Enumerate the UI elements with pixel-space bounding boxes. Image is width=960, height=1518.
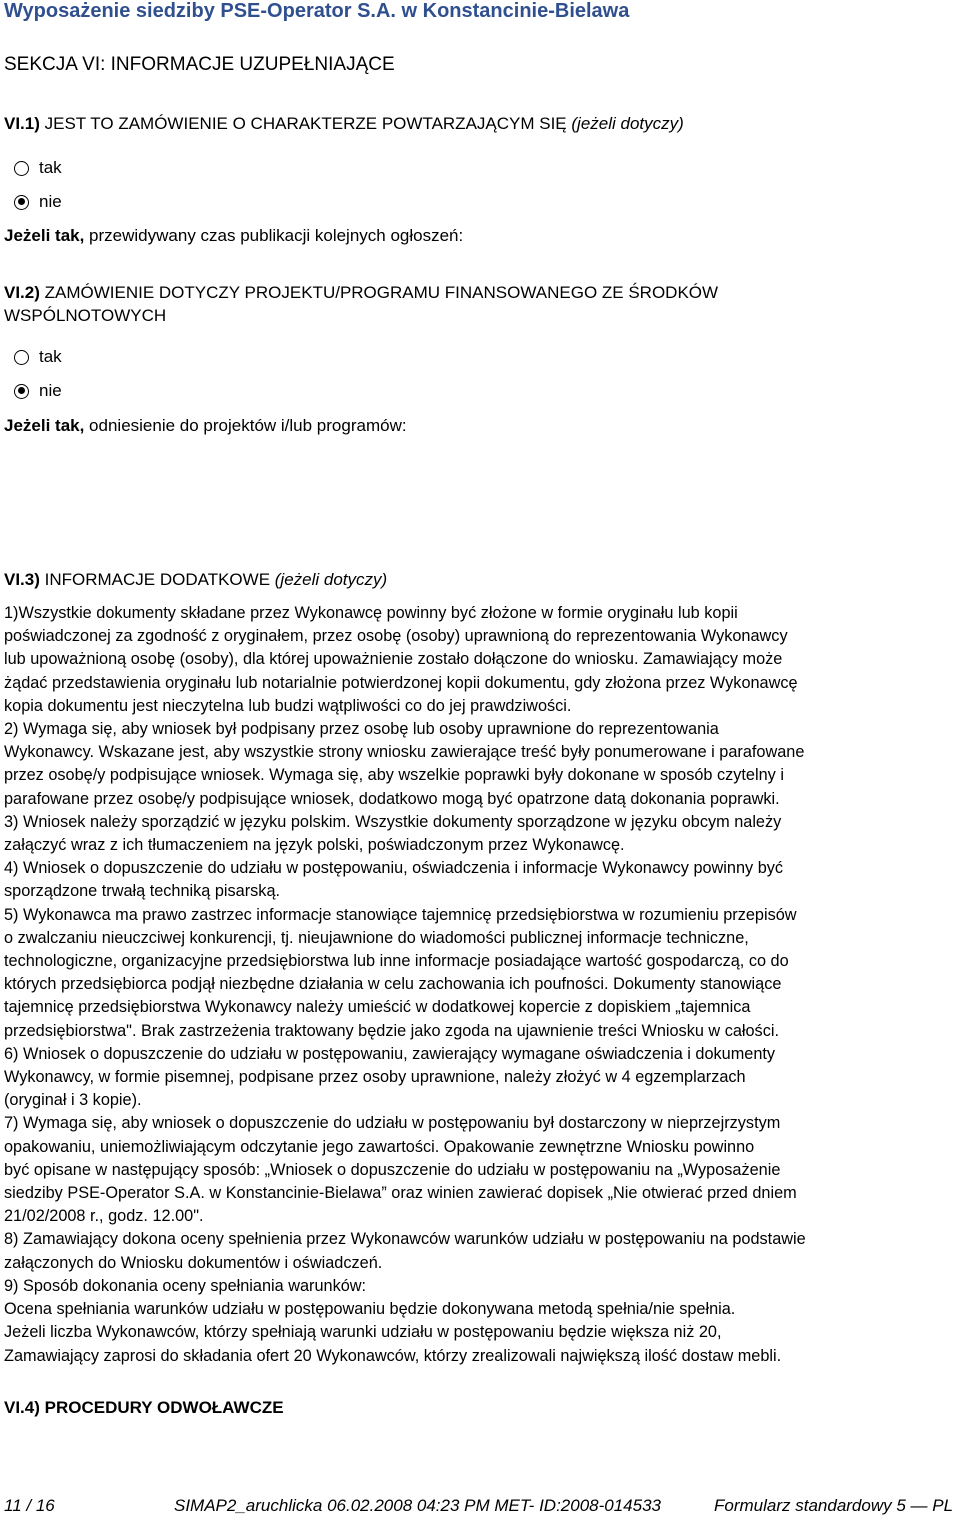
vi1-number: VI.1) (4, 114, 40, 133)
vi3-body-line: poświadczonej za zgodność z oryginałem, przez osobę (osoby) uprawnioną do reprezentowania Wykonawcy (4, 627, 788, 646)
vi3-body-line: siedziby PSE-Operator S.A. w Konstancinie-Bielawa” oraz winien zawierać dopisek „Nie otwierać przed dniem (4, 1184, 797, 1203)
vi2-heading-line2: WSPÓLNOTOWYCH (4, 306, 167, 325)
vi2-if-yes (4, 416, 407, 436)
vi3-body-line: żądać przedstawienia oryginału lub notarialnie potwierdzonej kopii dokumentu, gdy złożona przez Wykonawcę (4, 673, 798, 692)
vi1-text: JEST TO ZAMÓWIENIE O CHARAKTERZE POWTARZAJĄCYM SIĘ (39, 114, 572, 133)
vi1-option-yes-label: tak (39, 158, 62, 177)
radio-unselected-icon[interactable] (14, 350, 29, 365)
vi3-body-line: technologiczne, organizacyjne przedsiębiorstwa lub inne informacje posiadające wartość gospodarczą, co do (4, 952, 789, 971)
vi2-option-yes[interactable] (14, 347, 62, 367)
radio-selected-icon[interactable] (14, 195, 29, 210)
vi3-body-line: 21/02/2008 r., godz. 12.00". (4, 1207, 204, 1226)
section-title: SEKCJA VI: INFORMACJE UZUPEŁNIAJĄCE (4, 54, 395, 75)
footer-page-number: 11 / 16 (4, 1496, 55, 1515)
footer-form-name: Formularz standardowy 5 — PL (714, 1496, 954, 1515)
vi2-option-yes-label: tak (39, 347, 62, 366)
vi3-body-line: 8) Zamawiający dokona oceny spełnienia przez Wykonawców warunków udziału w postępowaniu na podstawie (4, 1230, 806, 1249)
vi4-heading: VI.4) PROCEDURY ODWOŁAWCZE (4, 1398, 284, 1417)
vi1-if-yes-bold: Jeżeli tak, (4, 226, 85, 245)
vi3-number: VI.3) (4, 570, 40, 589)
vi1-option-no-label: nie (39, 192, 62, 211)
radio-unselected-icon[interactable] (14, 161, 29, 176)
vi2-text-line1: ZAMÓWIENIE DOTYCZY PROJEKTU/PROGRAMU FINANSOWANEGO ZE ŚRODKÓW (39, 283, 719, 302)
vi3-body-line: Wykonawcy, w formie pisemnej, podpisane przez osoby uprawnione, należy złożyć w 4 egzemplarzach (4, 1068, 746, 1087)
vi3-body-line: tajemnicę przedsiębiorstwa Wykonawcy należy umieścić w dodatkowej kopercie z dopiskiem „tajemnica (4, 998, 751, 1017)
vi2-heading (4, 281, 718, 305)
vi3-body-line: lub upoważnioną osobę (osoby), dla której upoważnienie zostało dołączone do wniosku. Zamawiający może (4, 650, 783, 669)
vi1-if-yes (4, 226, 463, 246)
vi2-option-no-label: nie (39, 381, 62, 400)
vi3-body-line: załączonych do Wniosku dokumentów i oświadczeń. (4, 1253, 383, 1272)
vi3-heading (4, 568, 387, 592)
document-title: Wyposażenie siedziby PSE-Operator S.A. w Konstancinie-Bielawa (4, 0, 630, 22)
vi2-if-yes-bold: Jeżeli tak, (4, 416, 85, 435)
vi3-body-line: 3) Wniosek należy sporządzić w języku polskim. Wszystkie dokumenty sporządzone w języku obcym należy (4, 812, 782, 831)
vi3-body-line: 6) Wniosek o dopuszczenie do udziału w postępowaniu, zawierający wymagane oświadczenia i dokumenty (4, 1044, 776, 1063)
vi3-body-line: przez osobę/y podpisujące wniosek. Wymaga się, aby wszelkie poprawki były dokonane w sposób czytelny i (4, 766, 784, 785)
vi3-body-line: (oryginał i 3 kopie). (4, 1091, 142, 1110)
vi3-text: INFORMACJE DODATKOWE (39, 570, 275, 589)
vi3-body-line: 4) Wniosek o dopuszczenie do udziału w postępowaniu, oświadczenia i informacje Wykonawcy powinny być (4, 859, 784, 878)
vi2-if-yes-text: odniesienie do projektów i/lub programów: (84, 416, 407, 435)
radio-selected-icon[interactable] (14, 384, 29, 399)
vi3-body-line: których przedsiębiorca podjął niezbędne działania w celu zachowania ich poufności. Dokumenty stanowiące (4, 975, 782, 994)
vi3-body-line: załączyć wraz z ich tłumaczeniem na język polski, poświadczonym przez Wykonawcę. (4, 836, 625, 855)
vi3-body-line: Wykonawcy. Wskazane jest, aby wszystkie strony wniosku zawierające treść były ponumerowane i parafowane (4, 743, 805, 762)
vi1-option-no[interactable] (14, 192, 62, 212)
vi1-heading (4, 112, 684, 136)
vi1-option-yes[interactable] (14, 158, 62, 178)
vi3-body-line: 1)Wszystkie dokumenty składane przez Wykonawcę powinny być złożone w formie oryginału lub kopii (4, 604, 738, 622)
vi3-body-line: 2) Wymaga się, aby wniosek był podpisany przez osobę lub osoby uprawnione do reprezentowania (4, 720, 719, 739)
vi3-body-line: 5) Wykonawca ma prawo zastrzec informacje stanowiące tajemnicę przedsiębiorstwa w rozumieniu przepisów (4, 905, 797, 924)
vi3-body-line: Zamawiający zaprosi do składania ofert 20 Wykonawców, którzy zrealizowali największą ilość dostaw mebli. (4, 1346, 782, 1365)
vi3-body-line: Ocena spełniania warunków udziału w postępowaniu będzie dokonywana metodą spełnia/nie spełnia. (4, 1300, 736, 1319)
vi1-note: (jeżeli dotyczy) (571, 114, 684, 133)
vi3-body-line: opakowaniu, uniemożliwiającym odczytanie jego zawartości. Opakowanie zewnętrzne Wniosku powinno (4, 1137, 755, 1156)
vi2-number: VI.2) (4, 283, 40, 302)
vi3-body-line: o zwalczaniu nieuczciwej konkurencji, tj. nieujawnione do wiadomości publicznej informacje techniczne, (4, 928, 749, 947)
vi3-body-line: kopia dokumentu jest nieczytelna lub budzi wątpliwości co do jej prawdziwości. (4, 696, 572, 715)
vi3-body-line: sporządzone trwałą techniką pisarską. (4, 882, 281, 901)
vi3-body-line: parafowane przez osobę/y podpisujące wniosek, dodatkowo mogą być opatrzone datą dokonania poprawki. (4, 789, 780, 808)
vi3-body-line: 7) Wymaga się, aby wniosek o dopuszczenie do udziału w postępowaniu był dostarczony w nieprzejrzystym (4, 1114, 781, 1133)
vi2-option-no[interactable] (14, 381, 62, 401)
vi3-body-line: przedsiębiorstwa". Brak zastrzeżenia traktowany będzie jako zgoda na ujawnienie treści Wniosku w całości. (4, 1021, 779, 1040)
vi3-body-line: 9) Sposób dokonania oceny spełniania warunków: (4, 1276, 367, 1295)
vi3-body-text (4, 602, 952, 1368)
vi3-body-line: być opisane w następujący sposób: „Wniosek o dopuszczenie do udziału w postępowaniu na „Wyposażenie (4, 1160, 781, 1179)
vi3-note: (jeżeli dotyczy) (274, 570, 388, 589)
vi1-if-yes-text: przewidywany czas publikacji kolejnych ogłoszeń: (84, 226, 464, 245)
footer-doc-id: SIMAP2_aruchlicka 06.02.2008 04:23 PM MET- ID:2008-014533 (174, 1496, 661, 1515)
vi3-body-line: Jeżeli liczba Wykonawców, którzy spełniają warunki udziału w postępowaniu będzie większa niż 20, (4, 1323, 722, 1342)
